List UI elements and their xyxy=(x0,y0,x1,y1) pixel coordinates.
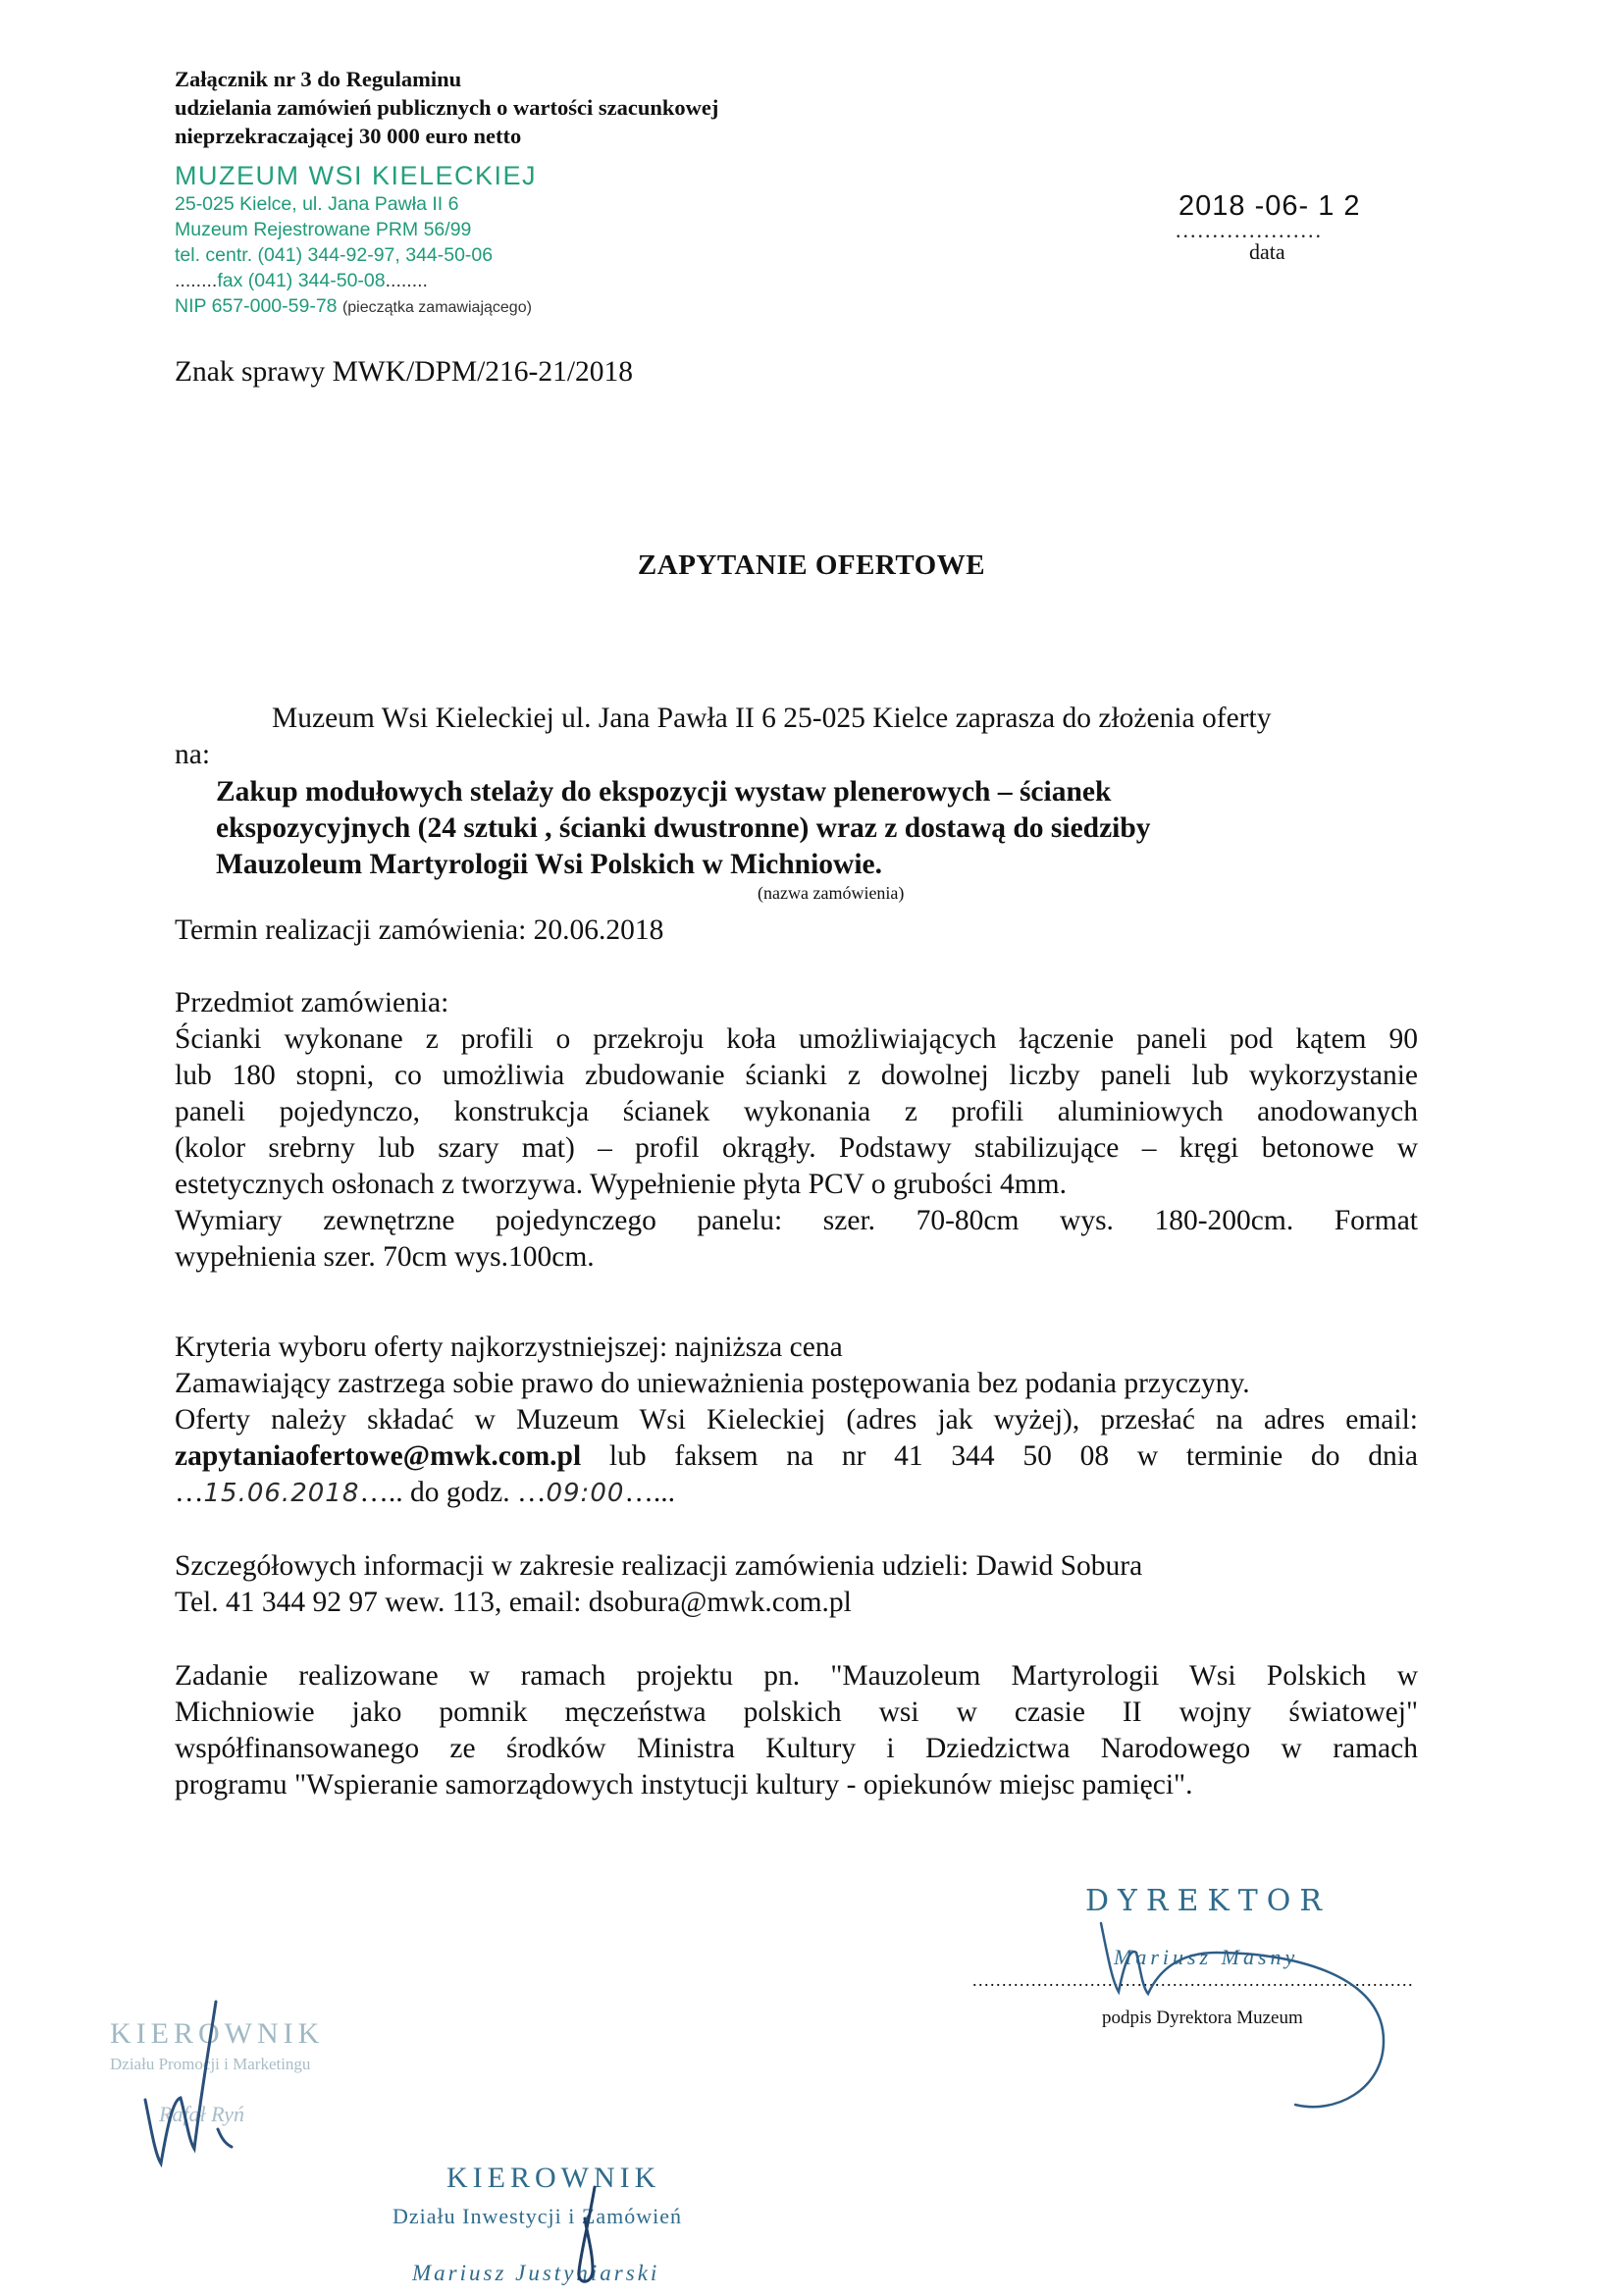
stamp-dots-right: ........ xyxy=(385,270,428,291)
case-number: Znak sprawy MWK/DPM/216-21/2018 xyxy=(175,356,634,388)
project-line-2: Michniowie jako pomnik męczeństwa polskich wsi w czasie II wojny światowej" xyxy=(175,1696,1418,1728)
order-line-2: lub 180 stopni, co umożliwia zbudowanie ścianki z dowolnej liczby paneli lub wykorzystanie xyxy=(175,1060,1418,1091)
stamp-dots-left: ........ xyxy=(175,270,218,291)
criteria-line-1: Kryteria wyboru oferty najkorzystniejszej: najniższa cena xyxy=(175,1331,843,1363)
completion-term: Termin realizacji zamówienia: 20.06.2018 xyxy=(175,914,664,946)
order-line-4: (kolor srebrny lub szary mat) – profil okrągły. Podstawy stabilizujące – kręgi betonowe w xyxy=(175,1132,1418,1164)
stamp-name: MUZEUM WSI KIELECKIEJ xyxy=(175,161,538,190)
subject-caption: (nazwa zamówienia) xyxy=(758,883,905,903)
stamp-fax: fax (041) 344-50-08 xyxy=(217,270,386,291)
intro-line: Muzeum Wsi Kieleckiej ul. Jana Pawła II 6 25-025 Kielce zaprasza do złożenia oferty xyxy=(272,703,1272,734)
date-dots: .................... xyxy=(1176,218,1323,242)
criteria-section xyxy=(175,1330,1418,1512)
contact-line-1: Szczegółowych informacji w zakresie realizacji zamówienia udzieli: Dawid Sobura xyxy=(175,1550,1143,1582)
deadline-line xyxy=(175,1475,1418,1512)
stamp-phone: tel. centr. (041) 344-92-97, 344-50-06 xyxy=(175,244,494,266)
project-line-1: Zadanie realizowane w ramach projektu pn. "Mauzoleum Martyrologii Wsi Polskich w xyxy=(175,1660,1418,1692)
promo-head-department: Działu Promocji i Marketingu xyxy=(110,2055,311,2073)
stamp-fax-line xyxy=(175,268,537,293)
invest-signature-icon xyxy=(559,2183,618,2291)
stamp-caption: (pieczątka zamawiającego) xyxy=(341,299,532,316)
promo-head-stamp: KIEROWNIK xyxy=(110,2017,325,2050)
fax-deadline-text: lub faksem na nr 41 344 50 08 w terminie do dnia xyxy=(608,1440,1418,1472)
deadline-prefix: … xyxy=(175,1477,204,1508)
invest-head-department: Działu Inwestycji i Zamówień xyxy=(393,2204,682,2228)
document-title: ZAPYTANIE OFERTOWE xyxy=(637,549,986,581)
promo-signature-icon xyxy=(137,1982,255,2178)
offer-email-link[interactable]: zapytaniaofertowe@mwk.com.pl xyxy=(175,1440,582,1472)
director-name: Mariusz Masny xyxy=(1114,1945,1299,1969)
order-line-5: estetycznych osłonach z tworzywa. Wypełnienie płyta PCV o grubości 4mm. xyxy=(175,1169,1067,1200)
order-line-3: paneli pojedynczo, konstrukcja ścianek wykonania z profili aluminiowych anodowanych xyxy=(175,1096,1418,1127)
annex-line-2: udzielania zamówień publicznych o wartości szacunkowej xyxy=(175,95,719,120)
invest-head-stamp: KIEROWNIK xyxy=(446,2162,661,2194)
contact-section xyxy=(175,1548,1418,1621)
date-value: 2018 -06- 1 2 xyxy=(1178,190,1361,222)
subject-line-2: ekspozycyjnych (24 sztuki , ścianki dwustronne) wraz z dostawą do siedziby xyxy=(216,812,1151,844)
date-label: data xyxy=(1249,239,1285,264)
dimension-line-2: wypełnienia szer. 70cm wys.100cm. xyxy=(175,1241,595,1273)
annex-line-1: Załącznik nr 3 do Regulaminu xyxy=(175,67,462,91)
deadline-mid: ….. do godz. … xyxy=(359,1477,547,1508)
project-section xyxy=(175,1658,1418,1803)
dimension-line-1: Wymiary zewnętrzne pojedynczego panelu: szer. 70-80cm wys. 180-200cm. Format xyxy=(175,1205,1418,1236)
subject-line-1: Zakup modułowych stelaży do ekspozycji wystaw plenerowych – ścianek xyxy=(216,776,1112,808)
subject-line-3: Mauzoleum Martyrologii Wsi Polskich w Michniowie. xyxy=(216,849,883,880)
contact-line-2: Tel. 41 344 92 97 wew. 113, email: dsobura@mwk.com.pl xyxy=(175,1587,852,1618)
order-line-1: Ścianki wykonane z profili o przekroju koła umożliwiających łączenie paneli pod kątem 90 xyxy=(175,1023,1418,1055)
order-subject xyxy=(216,774,1151,883)
invest-head-name: Mariusz Justyniarski xyxy=(412,2261,660,2285)
stamp-nip: NIP 657-000-59-78 xyxy=(175,295,338,317)
stamp-registry: Muzeum Rejestrowane PRM 56/99 xyxy=(175,219,472,240)
project-line-4: programu "Wspieranie samorządowych instytucji kultury - opiekunów miejsc pamięci". xyxy=(175,1769,1193,1800)
criteria-line-4 xyxy=(175,1438,1418,1475)
order-description xyxy=(175,985,1418,1276)
institution-stamp xyxy=(175,161,537,321)
deadline-date: 15.06.2018 xyxy=(203,1479,360,1508)
deadline-time: 09:00 xyxy=(546,1479,625,1508)
promo-head-name: Rafał Ryń xyxy=(159,2102,244,2126)
stamp-nip-line xyxy=(175,293,537,321)
director-signature-line: ........................................................................... xyxy=(972,1970,1414,1990)
stamp-address: 25-025 Kielce, ul. Jana Pawła II 6 xyxy=(175,193,459,215)
director-signature-icon xyxy=(1089,1894,1403,2119)
director-stamp: DYREKTOR xyxy=(1085,1884,1331,1918)
intro-na: na: xyxy=(175,739,211,770)
annex-header xyxy=(175,65,718,150)
project-line-3: współfinansowanego ze środków Ministra Kultury i Dziedzictwa Narodowego w ramach xyxy=(175,1733,1418,1764)
annex-line-3: nieprzekraczającej 30 000 euro netto xyxy=(175,124,522,148)
deadline-suffix: …... xyxy=(624,1477,676,1508)
criteria-line-2: Zamawiający zastrzega sobie prawo do unieważnienia postępowania bez podania przyczyny. xyxy=(175,1368,1250,1399)
criteria-line-3: Oferty należy składać w Muzeum Wsi Kieleckiej (adres jak wyżej), przesłać na adres email: xyxy=(175,1404,1418,1435)
order-heading: Przedmiot zamówienia: xyxy=(175,987,449,1018)
director-caption: podpis Dyrektora Muzeum xyxy=(1102,2008,1303,2028)
